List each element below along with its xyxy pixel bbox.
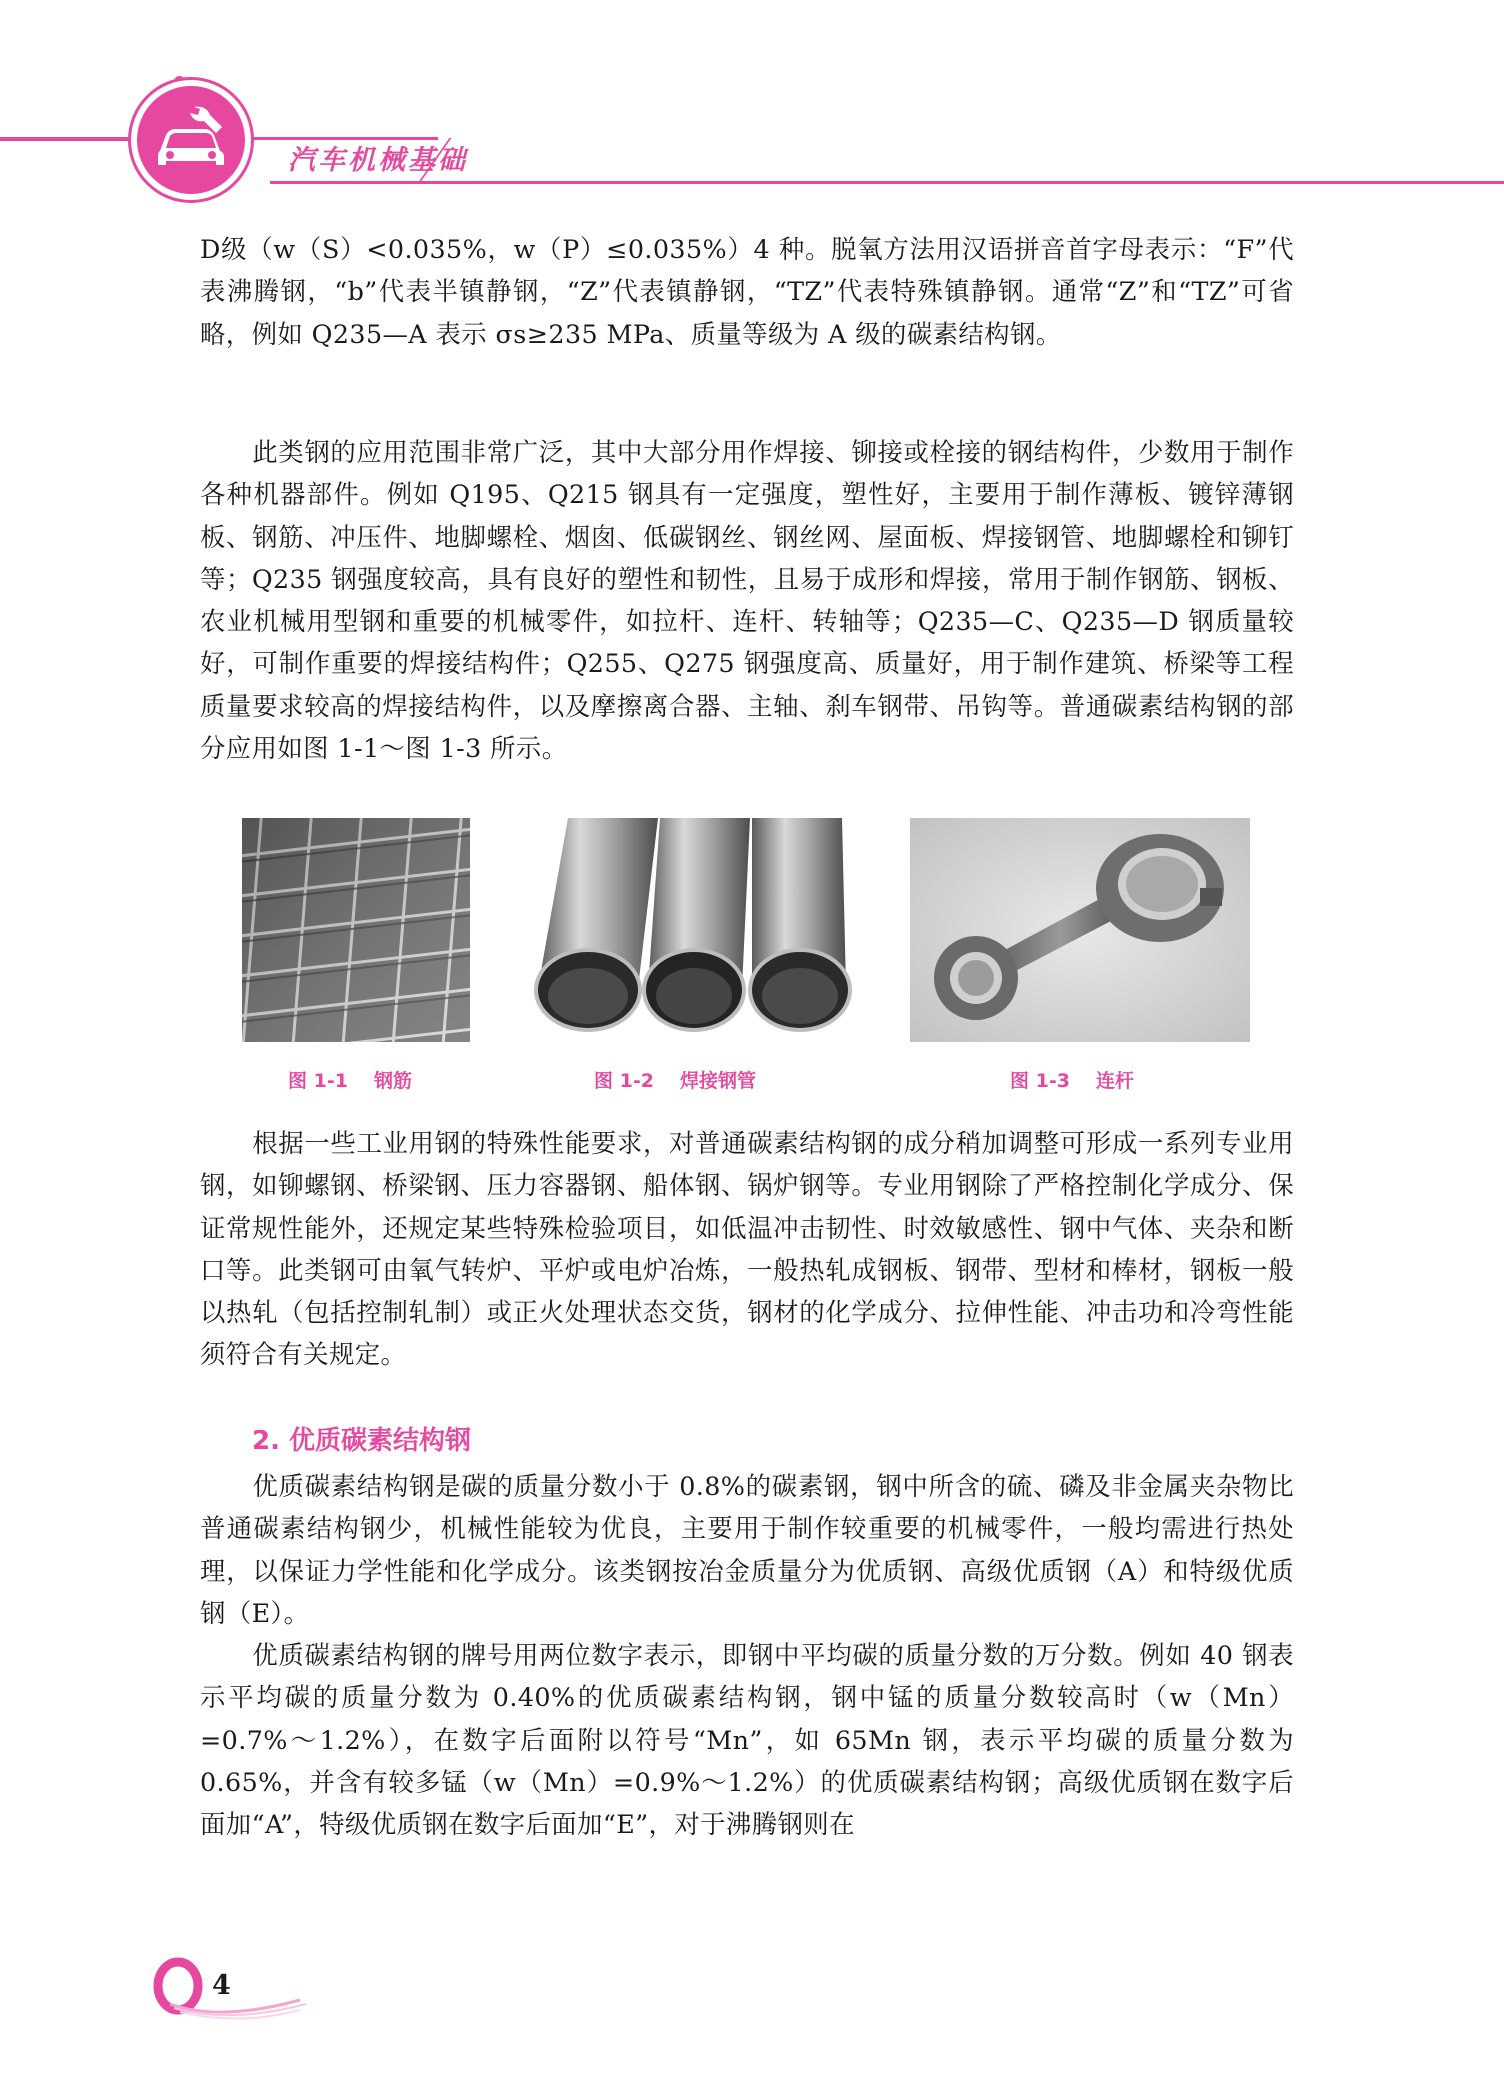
connecting-rod-photo [910,818,1250,1042]
section-heading: 2. 优质碳素结构钢 [252,1426,472,1456]
steel-mesh-photo [242,818,470,1042]
page-number: 4 [212,1970,231,2001]
figure-1-1 [242,818,470,1042]
paragraph-5: 优质碳素结构钢的牌号用两位数字表示，即钢中平均碳的质量分数的万分数。例如 40 钢表示平均碳的质量分数为 0.40%的优质碳素结构钢，钢中锰的质量分数较高时（w（Mn）=0.7%～1.2%），在数字后面附以符号“Mn”，如 65Mn 钢，表示平均碳的质量分数为 0.65%，并含有较多锰（w（Mn）=0.9%～1.2%）的优质碳素结构钢；高级优质钢在数字后面加“A”，特级优质钢在数字后面加“E”，对于沸腾钢则在 [200,1640,1294,1840]
figure-1-2-caption: 图 1-2 焊接钢管 [594,1070,756,1092]
paragraph-4: 优质碳素结构钢是碳的质量分数小于 0.8%的碳素钢，钢中所含的硫、磷及非金属夹杂物比普通碳素结构钢少，机械性能较为优良，主要用于制作较重要的机械零件，一般均需进行热处理，以保证力学性能和化学成分。该类钢按冶金质量分为优质钢、高级优质钢（A）和特级优质钢（E）。 [200,1471,1294,1628]
header-line-main [270,181,1504,184]
figure-1-2 [520,818,860,1042]
header-dot-top [174,76,185,87]
paragraph-1: D级（w（S）<0.035%，w（P）≤0.035%）4 种。脱氧方法用汉语拼音首字母表示：“F”代表沸腾钢，“b”代表半镇静钢，“Z”代表镇静钢，“TZ”代表特殊镇静钢。通常“Z”和“TZ”可省略，例如 Q235—A 表示 σs≥235 MPa、质量等级为 A 级的碳素结构钢。 [200,234,1294,349]
header-title: 汽车机械基础 [288,145,468,176]
paragraph-2: 此类钢的应用范围非常广泛，其中大部分用作焊接、铆接或栓接的钢结构件，少数用于制作各种机器部件。例如 Q195、Q215 钢具有一定强度，塑性好，主要用于制作薄板、镀锌薄钢板、钢筋、冲压件、地脚螺栓、烟囱、低碳钢丝、钢丝网、屋面板、焊接钢管、地脚螺栓和铆钉等；Q235 钢强度较高，具有良好的塑性和韧性，且易于成形和焊接，常用于制作钢筋、钢板、农业机械用型钢和重要的机械零件，如拉杆、连杆、转轴等；Q235—C、Q235—D 钢质量较好，可制作重要的焊接结构件；Q255、Q275 钢强度高、质量好，用于制作建筑、桥梁等工程质量要求较高的焊接结构件，以及摩擦离合器、主轴、刹车钢带、吊钩等。普通碳素结构钢的部分应用如图 1-1～图 1-3 所示。 [200,437,1294,764]
car-wrench-icon [150,101,232,183]
figure-1-3 [910,818,1250,1042]
figure-1-1-caption: 图 1-1 钢筋 [288,1070,412,1092]
header-line-top [0,137,140,141]
welded-pipes-photo [520,818,860,1042]
paragraph-3: 根据一些工业用钢的特殊性能要求，对普通碳素结构钢的成分稍加调整可形成一系列专业用钢，如铆螺钢、桥梁钢、压力容器钢、船体钢、锅炉钢等。专业用钢除了严格控制化学成分、保证常规性能外，还规定某些特殊检验项目，如低温冲击韧性、时效敏感性、钢中气体、夹杂和断口等。此类钢可由氧气转炉、平炉或电炉冶炼，一般热轧成钢板、钢带、型材和棒材，钢板一般以热轧（包括控制轧制）或正火处理状态交货，钢材的化学成分、拉伸性能、冲击功和冷弯性能须符合有关规定。 [200,1128,1294,1370]
figure-1-3-caption: 图 1-3 连杆 [1010,1070,1134,1092]
